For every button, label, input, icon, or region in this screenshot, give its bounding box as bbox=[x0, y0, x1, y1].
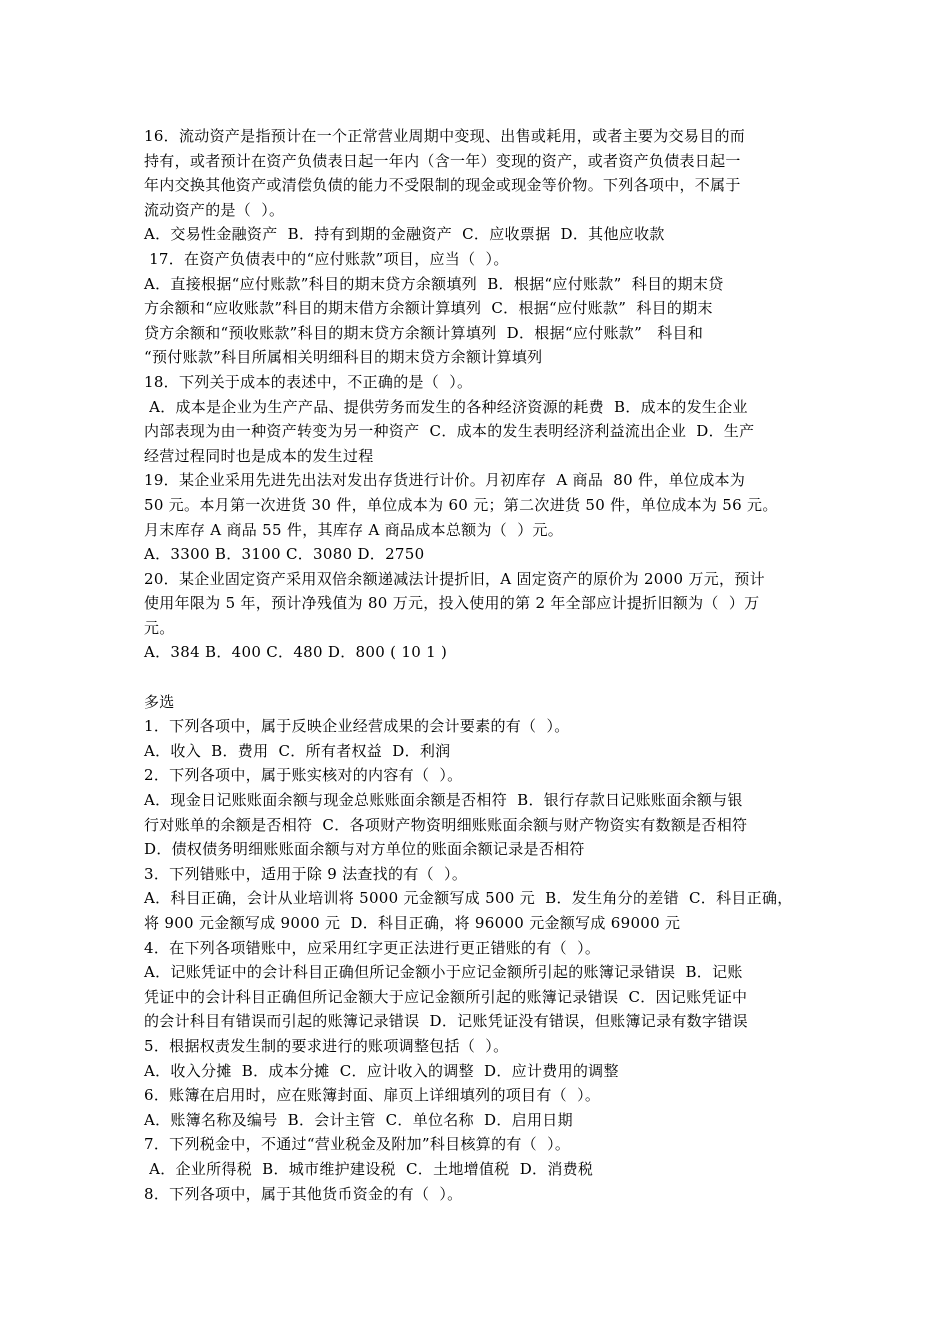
text-line: A．交易性金融资产 B．持有到期的金融资产 C．应收票据 D．其他应收款 bbox=[144, 225, 665, 244]
text-line: 年内交换其他资产或清偿负债的能力不受限制的现金或现金等价物。下列各项中，不属于 bbox=[144, 176, 741, 195]
text-line: A．现金日记账账面余额与现金总账账面余额是否相符 B．银行存款日记账账面余额与银 bbox=[144, 791, 743, 810]
text-line: A．384 B．400 C．480 D．800 ( 10 1 ) bbox=[144, 643, 448, 662]
text-line: 8．下列各项中，属于其他货币资金的有（ ）。 bbox=[144, 1184, 463, 1203]
text-line: 月末库存 A 商品 55 件，其库存 A 商品成本总额为（ ）元。 bbox=[144, 520, 564, 539]
text-line: A．收入 B．费用 C．所有者权益 D．利润 bbox=[144, 741, 451, 760]
text-line: 4．在下列各项错账中，应采用红字更正法进行更正错账的有（ ）。 bbox=[144, 938, 601, 957]
text-line: 元。 bbox=[144, 618, 175, 637]
single-choice-section bbox=[144, 124, 810, 665]
text-line: 18．下列关于成本的表述中，不正确的是（ ）。 bbox=[144, 372, 473, 391]
text-line: 1．下列各项中，属于反映企业经营成果的会计要素的有（ ）。 bbox=[144, 717, 570, 736]
text-line: 19．某企业采用先进先出法对发出存货进行计价。月初库存 A 商品 80 件，单位成本为 bbox=[144, 471, 746, 490]
blank-line bbox=[144, 665, 810, 690]
text-line: 5．根据权责发生制的要求进行的账项调整包括（ ）。 bbox=[144, 1036, 509, 1055]
text-line: A．收入分摊 B．成本分摊 C．应计收入的调整 D．应计费用的调整 bbox=[144, 1061, 619, 1080]
text-line: 内部表现为由一种资产转变为另一种资产 C．成本的发生表明经济利益流出企业 D．生产 bbox=[144, 422, 755, 441]
multi-choice-section bbox=[144, 714, 810, 1206]
text-line: “预付账款”科目所属相关明细科目的期末贷方余额计算填列 bbox=[144, 348, 543, 367]
section-title: 多选 bbox=[144, 692, 175, 711]
text-line: 16．流动资产是指预计在一个正常营业周期中变现、出售或耗用，或者主要为交易目的而 bbox=[144, 127, 746, 145]
text-line: 贷方余额和“预收账款”科目的期末贷方余额计算填列 D．根据“应付账款” 科目和 bbox=[144, 323, 704, 342]
text-line: D．债权债务明细账账面余额与对方单位的账面余额记录是否相符 bbox=[144, 840, 585, 859]
text-line: 20．某企业固定资产采用双倍余额递减法计提折旧，A 固定资产的原价为 2000 万元，预计 bbox=[144, 569, 765, 588]
document-page bbox=[144, 124, 810, 1206]
text-line: 6．账簿在启用时，应在账簿封面、扉页上详细填列的项目有（ ）。 bbox=[144, 1086, 601, 1105]
text-line: A．账簿名称及编号 B．会计主管 C．单位名称 D．启用日期 bbox=[144, 1110, 573, 1129]
text-line: 流动资产的是（ ）。 bbox=[144, 200, 285, 219]
text-line: A．科目正确，会计从业培训将 5000 元金额写成 500 元 B．发生角分的差错 C．科目正确， bbox=[144, 889, 793, 908]
text-line: 经营过程同时也是成本的发生过程 bbox=[144, 446, 374, 465]
text-line: A．直接根据“应付账款”科目的期末贷方余额填列 B．根据“应付账款” 科目的期末贷 bbox=[144, 274, 724, 293]
text-line: 50 元。本月第一次进货 30 件，单位成本为 60 元；第二次进货 50 件，单位成本为 56 元。 bbox=[144, 495, 778, 514]
text-line: 7．下列税金中，不通过“营业税金及附加”科目核算的有（ ）。 bbox=[144, 1135, 571, 1154]
text-line: 方余额和“应收账款”科目的期末借方余额计算填列 C．根据“应付账款” 科目的期末 bbox=[144, 299, 713, 318]
text-line: A．记账凭证中的会计科目正确但所记金额小于应记金额所引起的账簿记录错误 B．记账 bbox=[144, 963, 743, 982]
text-line: 将 900 元金额写成 9000 元 D．科目正确，将 96000 元金额写成 69000 元 bbox=[144, 914, 681, 932]
text-line: 17．在资产负债表中的“应付账款”项目，应当（ ）。 bbox=[144, 249, 509, 268]
text-line: 持有，或者预计在资产负债表日起一年内（含一年）变现的资产，或者资产负债表日起一 bbox=[144, 151, 741, 170]
text-line: 使用年限为 5 年，预计净残值为 80 万元，投入使用的第 2 年全部应计提折旧额为（ ）万 bbox=[144, 594, 760, 613]
text-line: 行对账单的余额是否相符 C．各项财产物资明细账账面余额与财产物资实有数额是否相符 bbox=[144, 815, 748, 834]
text-line: A．企业所得税 B．城市维护建设税 C．土地增值税 D．消费税 bbox=[144, 1159, 594, 1178]
text-line: 凭证中的会计科目正确但所记金额大于应记金额所引起的账簿记录错误 C．因记账凭证中 bbox=[144, 987, 748, 1006]
text-line: A．3300 B．3100 C．3080 D．2750 bbox=[144, 545, 425, 564]
text-line: A．成本是企业为生产产品、提供劳务而发生的各种经济资源的耗费 B．成本的发生企业 bbox=[144, 397, 748, 416]
text-line: 2．下列各项中，属于账实核对的内容有（ ）。 bbox=[144, 766, 463, 785]
text-line: 的会计科目有错误而引起的账簿记录错误 D．记账凭证没有错误，但账簿记录有数字错误 bbox=[144, 1012, 748, 1031]
text-line: 3．下列错账中，适用于除 9 法查找的有（ ）。 bbox=[144, 864, 468, 883]
